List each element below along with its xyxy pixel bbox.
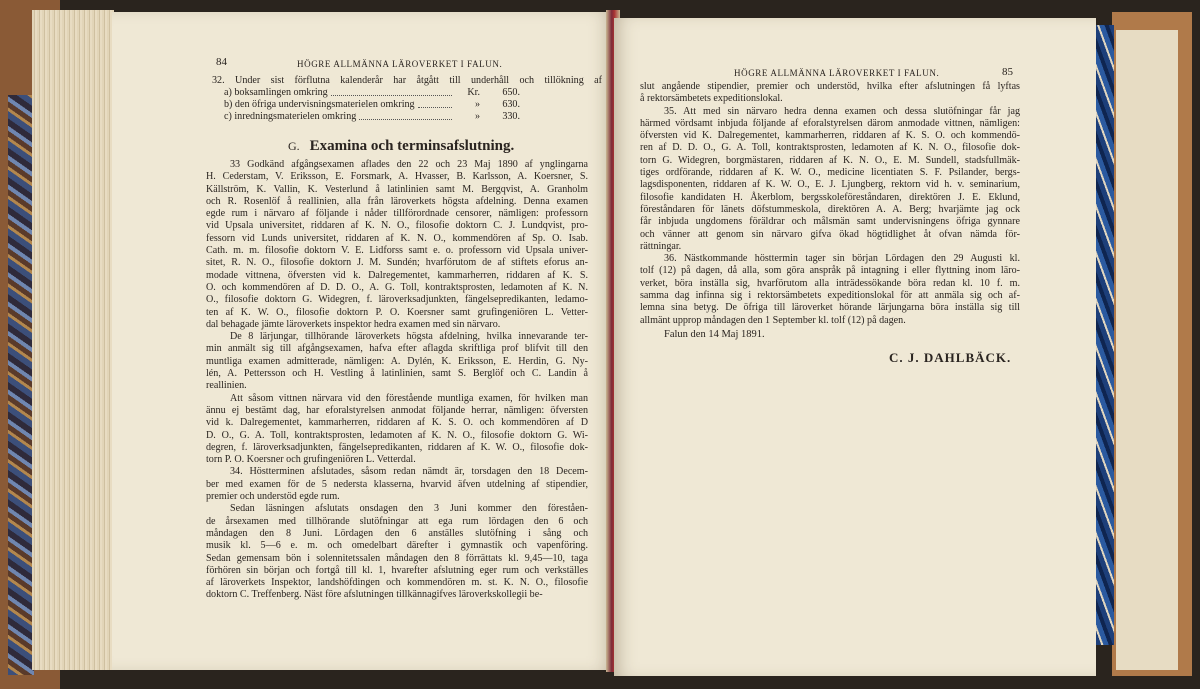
text-line: måndagen den 8 Juni. Lördagen den 6 anställes slutöfning i sång och — [206, 527, 588, 539]
currency: » — [474, 110, 480, 122]
expense-row — [224, 111, 524, 123]
currency: » — [474, 99, 480, 111]
text-line: reallinien. — [206, 380, 247, 392]
left-page — [112, 12, 612, 670]
text-line: slut angående stipendier, premier och understöd, hvilka efter afslutningen få lyftas — [640, 81, 1020, 92]
text-line: förhören sin början och fortgå till kl. 1, hvarefter afslutning eger rum och verkställes — [206, 564, 588, 576]
text-line: ännu ej bestämt dag, har eforalstyrelsen anmodat följande herrar, nämligen: öfversten — [206, 404, 588, 416]
marbled-endpaper-left — [8, 95, 34, 675]
text-line: tiges ordförande, riddaren af K. W. O., medicine licentiaten S. F. Psilander, bergs- — [640, 167, 1020, 179]
currency: Kr. — [467, 87, 480, 99]
item-32-intro: 32. Under sist förflutna kalenderår har åtgått till underhåll och tillökning af — [212, 75, 602, 86]
item-32 — [212, 75, 602, 123]
text-line: 33 Godkänd afgångsexamen aflades den 22 och 23 Maj 1890 af ynglingarna — [230, 159, 588, 170]
text-line: härmed vördsamt inbjuda följande af eforalstyrelsen därom anmodade vittnen, nämligen: — [640, 117, 1020, 129]
page-number: 85 — [1002, 66, 1013, 78]
text-line: ren af D. D. O., G. A. Toll, kontraktsprosten, ledamoten af K. N. O., filosofie dok- — [640, 142, 1020, 154]
text-line: får inbjuda ungdomens föräldrar och målsmän samt undervisningens öfriga gynnare — [640, 216, 1020, 228]
signature: C. J. DAHLBÄCK. — [889, 350, 1012, 365]
text-line: föreståndaren för länets döfstummeskola, direktören A. A. Berg; hvarjämte jag ock — [640, 203, 1020, 215]
text-line: öfversten vid K. Dalregementet, kammarherren, riddaren af K. S. O. och kommendö- — [640, 130, 1020, 142]
text-line: å rektorsämbetets expeditionslokal. — [640, 93, 783, 105]
text-line: 34. Höstterminen afslutades, såsom redan nämdt är, torsdagen den 18 Decem- — [230, 466, 588, 478]
text-line: premier och understöd egde rum. — [206, 491, 340, 503]
page-stack-left — [32, 10, 114, 670]
text-line: lagsdisponenten, riddaren af K. W. O., E. J. Ljungberg, rektorn vid h. v. seminarium, — [640, 179, 1020, 191]
section-title: Examina och terminsafslutning. — [309, 138, 515, 154]
text-line: ber med examen för de 5 nedersta klasserna, hvarvid äfven utdelning af stipendier, — [206, 478, 588, 490]
expense-label: b) den öfriga undervisningsmaterielen omkring — [224, 99, 415, 111]
text-line: Sedan gemensam bön i solennitetssalen måndagen den 8 förrättats kl. 9,45—10, taga — [206, 552, 588, 564]
text-line: dal behagade jämte läroverkets inspektor hedra examen med sin närvaro. — [206, 318, 501, 330]
text-line: De 8 lärjungar, tillhörande läroverkets högsta afdelning, hvilka innevarande ter- — [230, 331, 588, 343]
right-body-text — [640, 81, 1020, 327]
text-line: degren, f. läroverksadjunkten, fängelsepredikanten, riddaren af K. W. O., filosofie dok- — [206, 441, 588, 453]
text-line: Sedan läsningen afslutats onsdagen den 3 Juni kommer den föreståen- — [230, 503, 588, 515]
text-line: torn P. O. Koersner och grufingeniören L. Vetterdal. — [206, 454, 416, 466]
expense-row — [224, 99, 524, 111]
text-line: D. O., G. A. Toll, kontraktsprosten, ledamoten af K. N. O., filosofie doktorn G. Wi- — [206, 429, 588, 441]
text-line: rättningar. — [640, 240, 682, 252]
expense-row — [224, 87, 524, 99]
text-line: lemna sina betyg. De öfriga till läroverket hörande lärjungarna böra inställa sig till — [640, 302, 1020, 314]
text-line: allmänt upprop måndagen den 1 September kl. tolf (12) på dagen. — [640, 314, 906, 326]
left-body-text — [206, 159, 588, 602]
dot-leader — [359, 111, 452, 120]
place-date: Falun den 14 Maj 1891. — [664, 329, 765, 340]
text-line: musik kl. 5—6 e. m. och omedelbart därefter i gymnastik och vapenföring. — [206, 540, 588, 552]
text-line: doktorn C. Treffenberg. Näst före afslutningen tillkännagifves läroverkskollegii be- — [206, 589, 543, 601]
text-line: torn G. Widegren, borgmästaren, riddaren af K. N. O., E. M. Sundell, stadsfullmäk- — [640, 154, 1020, 166]
expense-amount: 650. — [502, 87, 520, 99]
text-line: egde rum i närvaro af följande i nåder tillförordnade censorer, nämligen: professorn — [206, 208, 588, 220]
text-line: H. Cederstam, V. Eriksson, E. Forsmark, A. Hvasser, B. Karlsson, A. Koersner, S. — [206, 171, 588, 183]
text-line: fessorn vid Lunds universitet, riddaren af K. N. O., kommendören af Sp. O. Isab. — [206, 232, 588, 244]
running-head: HÖGRE ALLMÄNNA LÄROVERKET I FALUN. — [734, 68, 940, 78]
dot-leader — [331, 87, 452, 96]
text-line: O., filosofie doktorn G. Widegren, f. läroverksadjunkten, fängelsepredikanten, ledamo- — [206, 294, 588, 306]
text-line: och R. Rosenlöf å reallinien, alla från läroverkets högsta afdelning. Denna examen — [206, 195, 588, 207]
text-line: Cath. m. m. filosofie doktorn V. E. Lidforss samt e. o. professorn vid Upsala univer- — [206, 245, 588, 257]
text-line: 35. Att med sin närvaro hedra denna examen och dessa slutöfningar får jag — [664, 105, 1020, 117]
expense-label: c) inredningsmaterielen omkring — [224, 110, 357, 122]
page-number: 84 — [216, 56, 227, 68]
text-line: modade vittnena, öfversten vid k. Dalregementet, kammarherren, riddaren af K. S. — [206, 269, 588, 281]
running-head: HÖGRE ALLMÄNNA LÄROVERKET I FALUN. — [297, 59, 503, 69]
section-letter: G. — [288, 139, 300, 153]
text-line: vid k. Dalregementet, kammarherren, riddaren af K. S. O. och kommendören af D — [206, 417, 588, 429]
text-line: sitet, R. N. O., filosofie doktorn J. M. Sundén; hvarförutom de af stiftets eforus an- — [206, 257, 588, 269]
text-line: filosofie kandidaten H. Åkerblom, bergsskoleföreståndaren, direktören J. E. Eklund, — [640, 191, 1020, 203]
text-line: Källström, K. Vallin, K. Vesterlund å latinlinien samt M. Bergqvist, A. Granholm — [206, 183, 588, 195]
text-line: tolf (12) på dagen, då alla, som göra anspråk på intagning i eller flyttning inom läro- — [640, 265, 1020, 277]
expense-label: a) boksamlingen omkring — [224, 87, 328, 99]
text-line: 36. Nästkommande hösttermin tager sin början Lördagen den 29 Augusti kl. — [664, 253, 1020, 265]
text-line: samma dag infinna sig i rektorsämbetets expeditionslokal för att anmäla sig och af- — [640, 290, 1020, 302]
text-line: Att såsom vittnen närvara vid den förestående muntliga examen, för hvilken man — [230, 392, 588, 404]
section-heading — [288, 138, 514, 155]
text-line: af läroverkets Inspektor, landshöfdingen och kommendören m. st. K. N. O., filosofie — [206, 577, 588, 589]
text-line: ten af K. W. O., filosofie doktorn P. O. Koersner samt grufingeniören L. Vetter- — [206, 306, 588, 318]
text-line: de årsexamen med tillhörande slutöfningar att ega rum lördagen den 6 och — [206, 515, 588, 527]
text-line: och vänner att genom sin närvaro gifva ökad högtidlighet åt ofvan nämda för- — [640, 228, 1020, 240]
text-line: verket, böra inställa sig, hvarförutom alla inträdessökande böra redan kl. 10 f. m. — [640, 277, 1020, 289]
expense-amount: 330. — [502, 110, 520, 122]
right-page — [614, 18, 1096, 676]
text-line: O. och kommendören af D. D. O., A. G. Toll, kontraktsprosten, ledamoten af K. N. — [206, 281, 588, 293]
dot-leader — [418, 99, 452, 108]
text-line: min anmält sig till afgångsexamen, hafva efter aflagda skriftliga prof blifvit till den — [206, 343, 588, 355]
page-stack-right — [1116, 30, 1178, 670]
expense-amount: 630. — [502, 99, 520, 111]
text-line: lén, A. Pettersson och H. Vestling å latinlinien, samt S. Berglöf och C. Landin å — [206, 368, 588, 380]
text-line: vid Upsala universitet, riddaren af K. N. O., filosofie doktorn C. J. Lundqvist, pro- — [206, 220, 588, 232]
text-line: muntliga examen admitterade, nämligen: A. Dylén, K. Eriksson, E. Herdin, G. Ny- — [206, 355, 588, 367]
marbled-edge-right — [1096, 25, 1114, 645]
